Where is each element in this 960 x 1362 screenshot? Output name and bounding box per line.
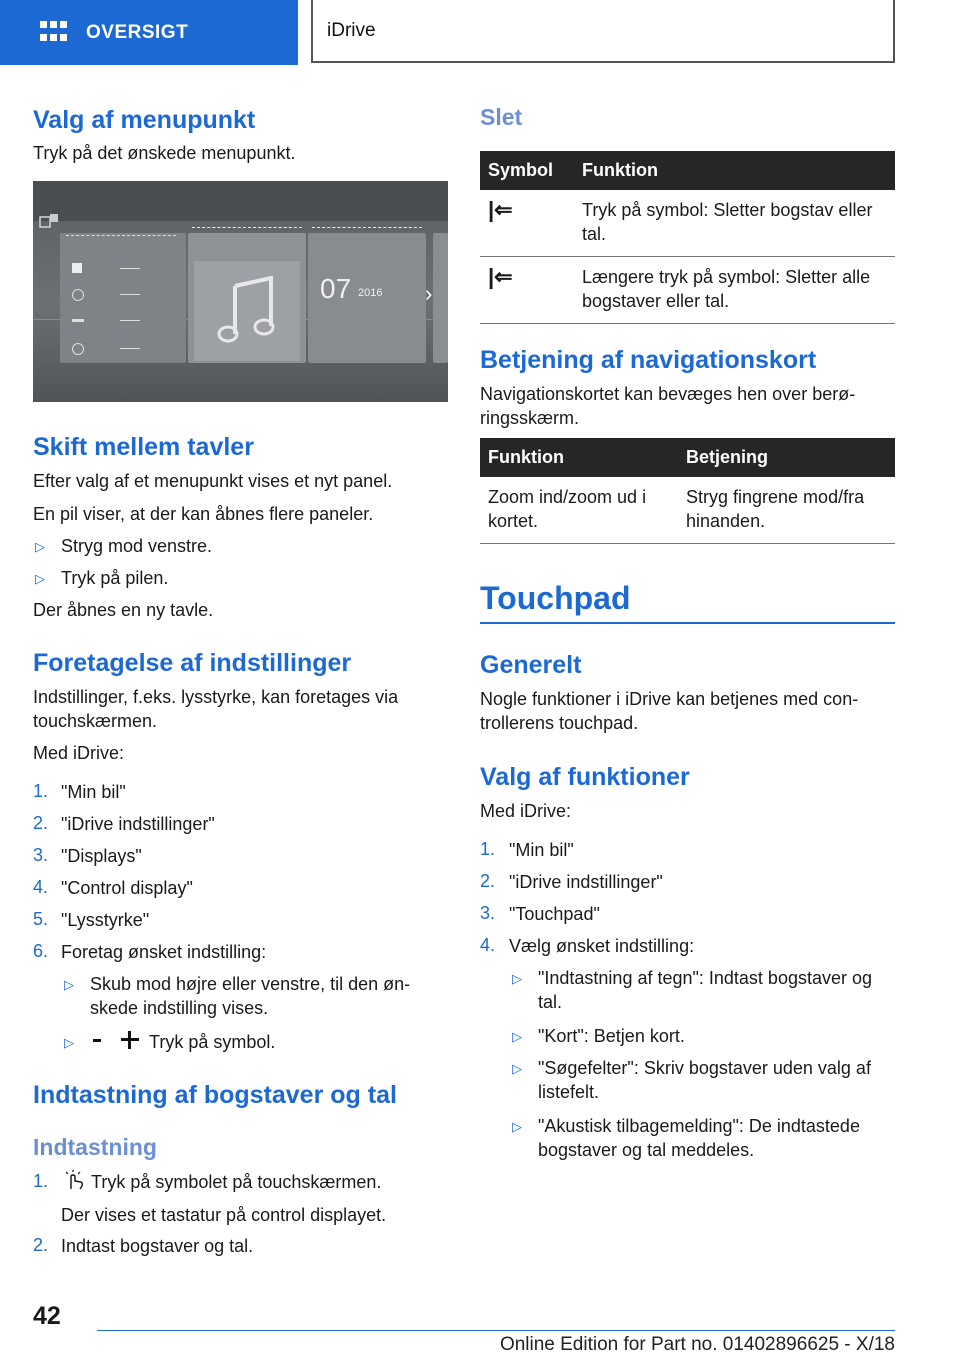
heading-delete: Slet xyxy=(480,104,523,130)
step-number: 4. xyxy=(480,935,496,955)
table-cell: tal. xyxy=(582,224,607,244)
bullet-triangle-icon: ▷ xyxy=(35,539,45,554)
heading-input: Indtastning af bogstaver og tal xyxy=(33,1081,397,1109)
section-divider xyxy=(480,622,895,624)
plus-icon xyxy=(121,1031,139,1049)
table-row xyxy=(480,477,895,544)
step-number: 3. xyxy=(33,845,49,865)
table-header: Symbol xyxy=(480,151,574,190)
heading-touchpad: Touchpad xyxy=(480,580,631,616)
bullet-triangle-icon: ▷ xyxy=(512,1061,522,1076)
bullet-triangle-icon: ▷ xyxy=(512,971,522,986)
step-item: "Displays" xyxy=(61,846,142,866)
text-switch-1: Efter valg af et menupunkt vises et nyt panel. xyxy=(33,471,393,491)
bullet-triangle-icon: ▷ xyxy=(64,1035,74,1050)
overview-label: OVERSIGT xyxy=(86,21,189,43)
table-cell: Stryg fingrene mod/fra xyxy=(686,487,865,507)
section-header xyxy=(311,0,895,63)
overview-tab[interactable] xyxy=(0,0,298,65)
backspace-icon: |⇐ xyxy=(480,257,574,324)
step-item: Foretag ønsket indstilling: xyxy=(61,942,267,962)
input-step-1-note: Der vises et tastatur på control displayet. xyxy=(61,1205,387,1225)
touch-hand-icon xyxy=(63,1169,85,1191)
table-cell: Zoom ind/zoom ud i xyxy=(488,487,647,507)
table-cell: kortet. xyxy=(488,511,539,531)
step-number: 5. xyxy=(33,909,49,929)
table-row xyxy=(480,257,895,324)
heading-input-sub: Indtastning xyxy=(33,1134,157,1160)
heading-switch-panels: Skift mellem tavler xyxy=(33,433,254,461)
step-item: "Touchpad" xyxy=(509,904,600,924)
step-number: 3. xyxy=(480,903,496,923)
text-functions: Med iDrive: xyxy=(480,801,572,821)
step-number: 2. xyxy=(33,1235,49,1255)
bullet-swipe: Stryg mod venstre. xyxy=(61,536,213,556)
idrive-screenshot xyxy=(33,181,448,402)
delete-table xyxy=(480,151,895,324)
step-item: "Min bil" xyxy=(509,840,574,860)
minus-icon xyxy=(93,1039,101,1042)
section-title: iDrive xyxy=(327,19,376,41)
table-cell: bogstaver eller tal. xyxy=(582,291,730,311)
text-settings-1: Indstillinger, f.eks. lysstyrke, kan foretages via xyxy=(33,687,399,707)
date-day: 07 xyxy=(320,273,352,304)
step-number: 2. xyxy=(33,813,49,833)
next-panel-arrow-icon[interactable]: › xyxy=(425,281,433,306)
heading-functions: Valg af funktioner xyxy=(480,763,690,791)
heading-settings: Foretagelse af indstillinger xyxy=(33,649,352,677)
sub-bullet-map: "Kort": Betjen kort. xyxy=(538,1026,685,1046)
footer-divider xyxy=(97,1330,895,1331)
input-step-1: Tryk på symbolet på touchskærmen. xyxy=(91,1172,382,1192)
sub-bullet-char-input: "Indtastning af tegn": Indtast bogstaver og xyxy=(538,968,873,988)
bullet-triangle-icon: ▷ xyxy=(64,977,74,992)
sub-bullet-char-input-cont: tal. xyxy=(538,992,563,1012)
backspace-icon: |⇐ xyxy=(480,190,574,257)
table-cell: hinanden. xyxy=(686,511,766,531)
bullet-triangle-icon: ▷ xyxy=(512,1119,522,1134)
heading-select-menu: Valg af menupunkt xyxy=(33,106,256,134)
sub-bullet-search-cont: listefelt. xyxy=(538,1082,600,1102)
text-general-1: Nogle funktioner i iDrive kan betjenes med con- xyxy=(480,689,859,709)
table-cell: Tryk på symbol: Sletter bogstav eller xyxy=(582,200,873,220)
table-row xyxy=(480,190,895,257)
step-item: "iDrive indstillinger" xyxy=(509,872,663,892)
table-header: Funktion xyxy=(480,438,678,477)
table-cell: Længere tryk på symbol: Sletter alle xyxy=(582,267,871,287)
text-settings-2: Med iDrive: xyxy=(33,743,125,763)
sub-bullet-slide-cont: skede indstilling vises. xyxy=(90,998,269,1018)
step-item: "Min bil" xyxy=(61,782,126,802)
music-note-icon xyxy=(215,276,279,346)
text-switch-2: En pil viser, at der kan åbnes flere paneler. xyxy=(33,504,374,524)
step-item: "Lysstyrke" xyxy=(61,910,150,930)
step-item: "Control display" xyxy=(61,878,193,898)
sub-bullet-search: "Søgefelter": Skriv bogstaver uden valg af xyxy=(538,1058,871,1078)
sub-bullet-acoustic: "Akustisk tilbagemelding": De indtastede xyxy=(538,1116,860,1136)
page-number: 42 xyxy=(33,1302,61,1330)
step-number: 6. xyxy=(33,941,49,961)
step-item: "iDrive indstillinger" xyxy=(61,814,215,834)
text-nav-1: Navigationskortet kan bevæges hen over berø- xyxy=(480,384,856,404)
step-number: 2. xyxy=(480,871,496,891)
text-general-2: trollerens touchpad. xyxy=(480,713,639,733)
table-header: Betjening xyxy=(678,438,895,477)
table-header: Funktion xyxy=(574,151,895,190)
sub-bullet-tap-symbol: Tryk på symbol. xyxy=(149,1032,276,1052)
date-year: 2016 xyxy=(358,287,383,299)
grid-menu-icon xyxy=(40,21,67,45)
heading-general: Generelt xyxy=(480,651,582,679)
sub-bullet-acoustic-cont: bogstaver og tal meddeles. xyxy=(538,1140,755,1160)
text-settings-1b: touchskærmen. xyxy=(33,711,158,731)
step-number: 1. xyxy=(33,1171,49,1191)
map-control-table xyxy=(480,438,895,544)
input-step-2: Indtast bogstaver og tal. xyxy=(61,1236,254,1256)
heading-nav-map: Betjening af navigationskort xyxy=(480,346,817,374)
step-number: 1. xyxy=(33,781,49,801)
text-select-menu: Tryk på det ønskede menupunkt. xyxy=(33,143,296,163)
sub-bullet-slide: Skub mod højre eller venstre, til den øn- xyxy=(90,974,411,994)
text-switch-3: Der åbnes en ny tavle. xyxy=(33,600,214,620)
bullet-tap-arrow: Tryk på pilen. xyxy=(61,568,169,588)
step-item: Vælg ønsket indstilling: xyxy=(509,936,695,956)
bullet-triangle-icon: ▷ xyxy=(512,1029,522,1044)
car-settings-icon xyxy=(38,211,60,231)
step-number: 4. xyxy=(33,877,49,897)
edition-text: Online Edition for Part no. 01402896625 - X/18 xyxy=(499,1334,895,1355)
step-number: 1. xyxy=(480,839,496,859)
bullet-triangle-icon: ▷ xyxy=(35,571,45,586)
text-nav-2: ringsskærm. xyxy=(480,408,580,428)
